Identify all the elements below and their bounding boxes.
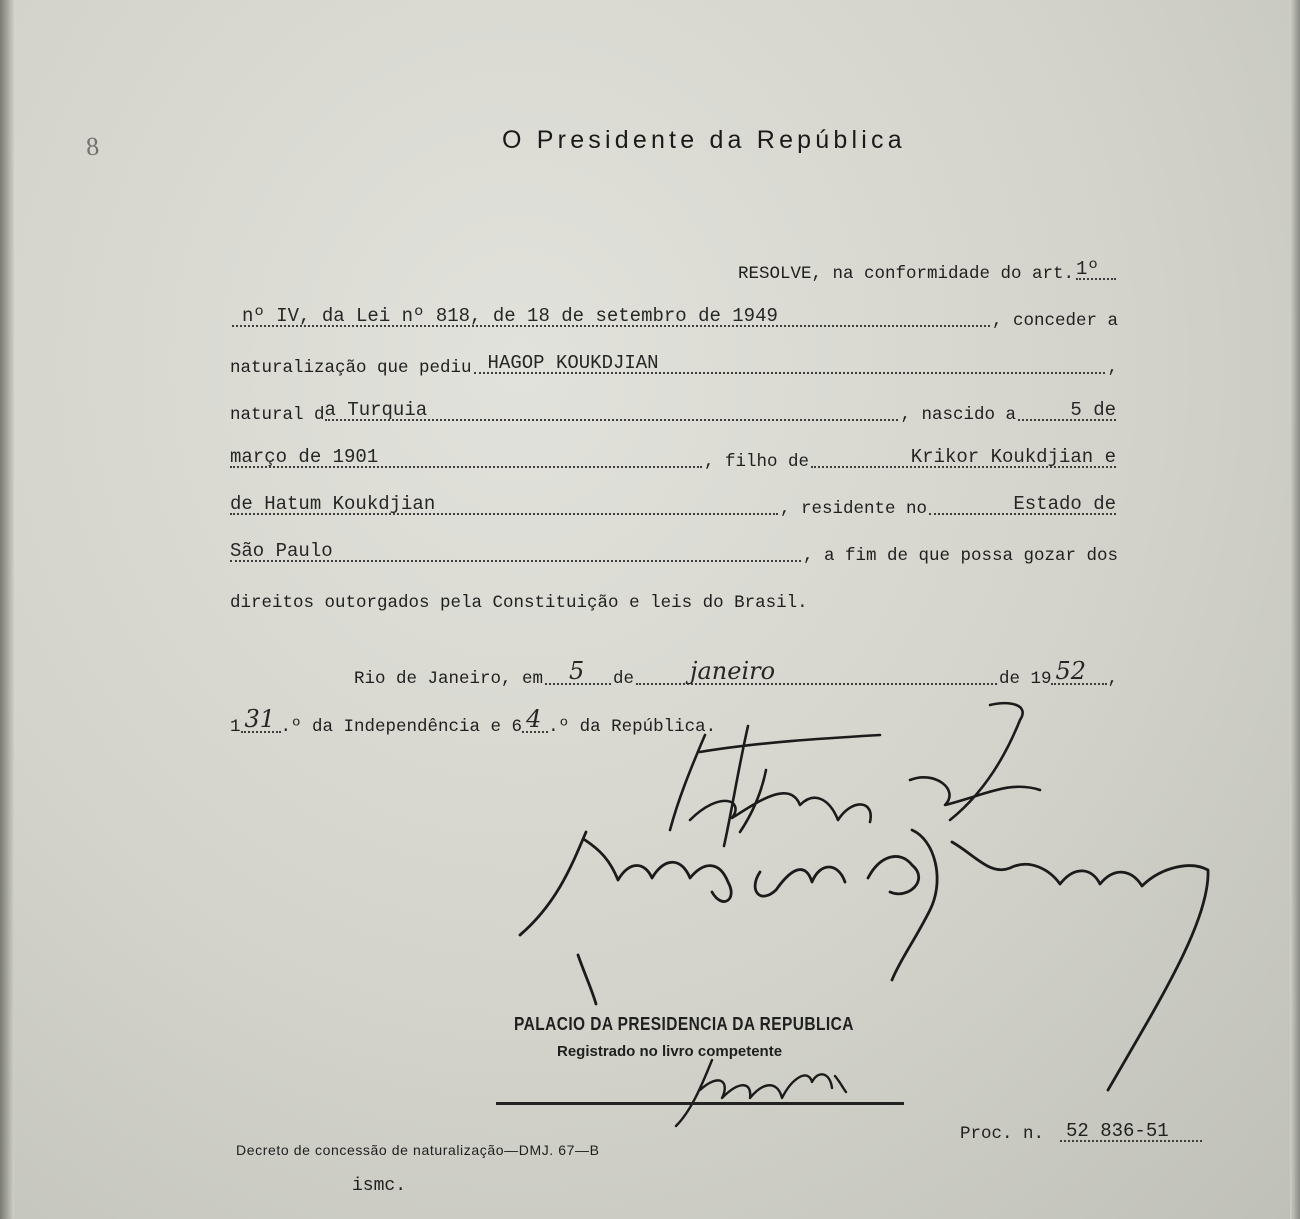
- month-value: janeiro: [690, 657, 776, 685]
- birth-date-value: março de 1901: [230, 446, 379, 468]
- birth-day-field: [1018, 397, 1116, 421]
- paper-left-edge: [0, 0, 14, 1219]
- body-line-6: [230, 489, 1118, 519]
- typist-initials: ismc.: [352, 1176, 407, 1196]
- date-line: [354, 659, 1118, 689]
- stamp-registered-line: Registrado no livro competente: [557, 1043, 783, 1060]
- father-name: Krikor Koukdjian e: [910, 446, 1116, 468]
- direitos-text: direitos outorgados pela Constituição e leis do Brasil.: [230, 593, 808, 613]
- registrar-signature: [676, 1060, 846, 1126]
- state-field-continued: [230, 538, 801, 562]
- state-value-1: Estado de: [1013, 493, 1116, 515]
- natural-text: natural d: [230, 405, 325, 425]
- process-field: [1060, 1118, 1202, 1142]
- date-comma: ,: [1107, 669, 1118, 689]
- father-field: [811, 444, 1116, 468]
- year-field: [1051, 657, 1107, 685]
- month-field: [636, 657, 997, 685]
- independence-text: .º da Independência e 6: [280, 717, 523, 737]
- mother-name: de Hatum Koukdjian: [230, 493, 436, 515]
- document-title: O Presidente da República: [502, 126, 906, 154]
- law-field: [232, 303, 990, 327]
- era-line: [230, 707, 790, 737]
- paper-right-edge: [1290, 0, 1300, 1219]
- line-3-comma: ,: [1107, 358, 1118, 378]
- body-line-7: [230, 536, 1118, 566]
- birth-date-field: [230, 444, 702, 468]
- article-field: [1076, 256, 1116, 280]
- article-value: 1º: [1076, 258, 1099, 280]
- form-footer: Decreto de concessão de naturalização—DMJ. 67—B: [236, 1142, 600, 1158]
- body-line-5: [230, 442, 1118, 472]
- conceder-text: , conceder a: [991, 311, 1118, 331]
- state-value-2: São Paulo: [230, 540, 333, 562]
- republic-field: [522, 705, 548, 733]
- filho-text: , filho de: [704, 452, 810, 472]
- body-line-2: [230, 301, 1118, 331]
- date-de-2: de 19: [998, 669, 1052, 689]
- birth-day-value: 5 de: [1070, 399, 1116, 421]
- naturalizacao-text: naturalização que pediu: [230, 358, 472, 378]
- republic-text: .º da República.: [548, 717, 717, 737]
- date-de-1: de: [613, 669, 635, 689]
- year-value: 52: [1055, 657, 1087, 685]
- mother-field: [230, 491, 778, 515]
- body-line-1: [230, 254, 1118, 284]
- day-value: 5: [569, 657, 585, 685]
- independence-prefix: 1: [230, 717, 241, 737]
- body-line-8: [230, 583, 1118, 613]
- residente-text: , residente no: [780, 499, 928, 519]
- independence-number: 31: [244, 705, 276, 733]
- day-field: [545, 657, 611, 685]
- resolve-text: RESOLVE, na conformidade do art.: [737, 264, 1074, 284]
- country-value: a Turquia: [324, 399, 428, 421]
- process-number: 52 836-51: [1066, 1120, 1169, 1142]
- country-field: [325, 397, 899, 421]
- state-field: [929, 491, 1116, 515]
- body-line-3: [230, 348, 1118, 378]
- law-value: nº IV, da Lei nº 818, de 18 de setembro de 1949: [242, 305, 778, 327]
- gozar-text: , a fim de que possa gozar dos: [802, 546, 1118, 566]
- mello-strokes: [676, 1060, 846, 1126]
- corner-mark: 8: [84, 131, 100, 162]
- stamp-palace-line: PALACIO DA PRESIDENCIA DA REPUBLICA: [514, 1014, 854, 1034]
- applicant-name: HAGOP KOUKDJIAN: [487, 352, 659, 374]
- republic-number: 4: [526, 705, 542, 733]
- nascido-text: , nascido a: [900, 405, 1016, 425]
- process-label: Proc. n.: [960, 1124, 1045, 1144]
- stamp-rule: [496, 1102, 904, 1105]
- city-text: Rio de Janeiro, em: [354, 669, 544, 689]
- independence-field: [241, 705, 281, 733]
- body-line-4: [230, 395, 1118, 425]
- applicant-name-field: [474, 350, 1106, 374]
